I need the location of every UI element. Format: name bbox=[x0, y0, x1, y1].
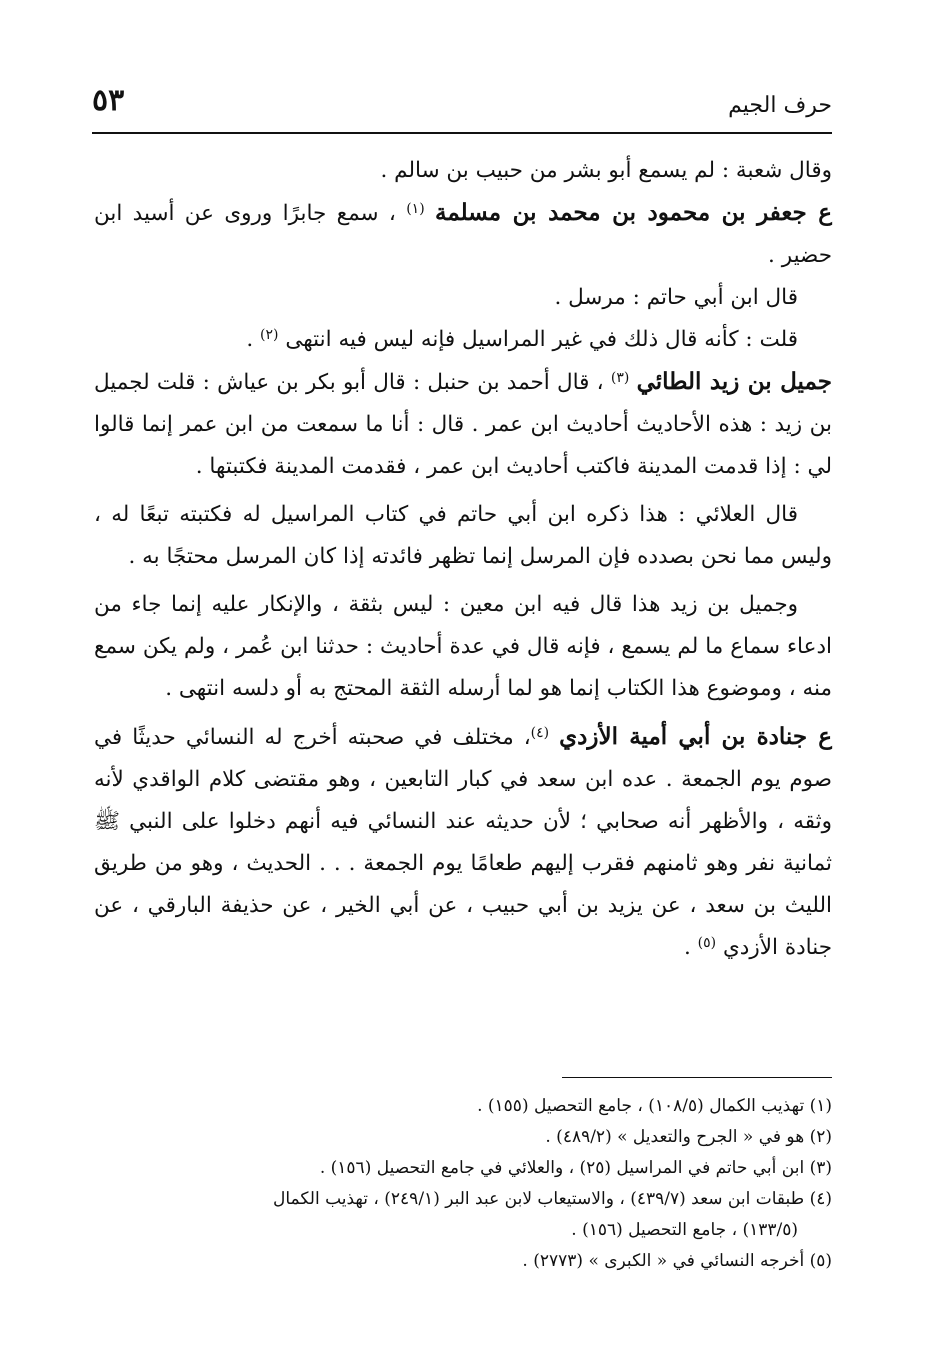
footnote-ref: (٤) bbox=[530, 725, 550, 741]
entry-heading: ع جنادة بن أبي أمية الأزدي bbox=[559, 723, 832, 750]
footnote-ref: (٢) bbox=[260, 327, 279, 343]
text-run: ، مختلف في صحبته أخرج له النسائي حديثًا في صوم يوم الجمعة . عده ابن سعد في كبار التابعين ، وهو مقتضى كلام الواقدي لأنه وثقه ، والأظهر أنه صحابي ؛ لأن حديثه عند النسائي فيه أنهم دخلوا على النبي ﷺ ثمانية نفر وهو ثامنهم فقرب إليهم طعامًا يوم الجمعة . . . الحديث ، وهو من طريق الليث بن سعد ، عن يزيد بن أبي حبيب ، عن أبي الخير ، عن حذيفة البارقي ، عن جنادة الأزدي bbox=[94, 725, 832, 960]
footnote: (٢) هو في « الجرح والتعديل » (٤٨٩/٢) . bbox=[545, 1127, 832, 1147]
paragraph bbox=[94, 361, 832, 488]
footnote-ref: (٣) bbox=[610, 370, 630, 386]
footnote: (١٣٣/٥) ، جامع التحصيل (١٥٦) . bbox=[571, 1220, 798, 1240]
footnote-ref: (١) bbox=[406, 201, 425, 217]
paragraph bbox=[94, 584, 832, 710]
text-run: قال ابن أبي حاتم : مرسل . bbox=[554, 285, 798, 310]
text-run: . bbox=[246, 327, 261, 352]
paragraph bbox=[94, 716, 832, 969]
text-run: ، قال أحمد بن حنبل : قال أبو بكر بن عياش : قلت لجميل بن زيد : هذه الأحاديث أحاديث ابن عمر . قال : أنا ما سمعت من ابن عمر إنما قالوا لي : إذا قدمت المدينة فاكتب أحاديث ابن عمر ، فقدمت المدينة فكتبتها . bbox=[94, 370, 832, 479]
paragraph bbox=[94, 192, 832, 277]
text-run: . bbox=[684, 935, 698, 960]
text-run bbox=[549, 725, 559, 750]
page-number: ٥٣ bbox=[92, 83, 125, 118]
chapter-title: حرف الجيم bbox=[728, 93, 832, 118]
text-run: ، سمع جابرًا وروى عن أسيد ابن حضير . bbox=[94, 201, 832, 268]
paragraph bbox=[94, 494, 832, 578]
footnotes bbox=[94, 1091, 832, 1277]
text-run bbox=[629, 370, 636, 395]
entry-heading: جميل بن زيد الطائي bbox=[636, 368, 832, 395]
paragraph bbox=[94, 150, 832, 192]
text-run: وجميل بن زيد هذا قال فيه ابن معين : ليس بثقة ، والإنكار عليه إنما جاء من ادعاء سماع ما لم يسمع ، فإنه قال في عدة أحاديث : حدثنا ابن عُمر ، ولم يكن سمع منه ، وموضوع هذا الكتاب إنما هو لما أرسله الثقة المحتج به أو دلسه انتهى . bbox=[94, 592, 832, 701]
text-run: وقال شعبة : لم يسمع أبو بشر من حبيب بن سالم . bbox=[380, 158, 832, 183]
text-run bbox=[425, 201, 435, 226]
footnote: (١) تهذيب الكمال (١٠٨/٥) ، جامع التحصيل (١٥٥) . bbox=[477, 1096, 832, 1116]
paragraph bbox=[94, 277, 832, 319]
paragraph bbox=[94, 319, 832, 361]
entry-heading: ع جعفر بن محمود بن محمد بن مسلمة bbox=[435, 199, 832, 226]
main-text bbox=[94, 150, 832, 969]
running-header bbox=[92, 82, 832, 134]
footnote: (٤) طبقات ابن سعد (٤٣٩/٧) ، والاستيعاب لابن عبد البر (٢٤٩/١) ، تهذيب الكمال bbox=[273, 1189, 832, 1209]
text-run: قال العلائي : هذا ذكره ابن أبي حاتم في كتاب المراسيل له فكتبته تبعًا له ، وليس مما نحن بصدده فإن المرسل إنما تظهر فائدته إذا كان المرسل محتجًا به . bbox=[94, 502, 832, 569]
footnote: (٥) أخرجه النسائي في « الكبرى » (٢٧٧٣) . bbox=[522, 1251, 832, 1271]
footnote-separator bbox=[562, 1077, 832, 1078]
footnote-ref: (٥) bbox=[697, 935, 717, 951]
text-run: قلت : كأنه قال ذلك في غير المراسيل فإنه ليس فيه انتهى bbox=[278, 327, 798, 352]
footnote: (٣) ابن أبي حاتم في المراسيل (٢٥) ، والعلائي في جامع التحصيل (١٥٦) . bbox=[319, 1158, 832, 1178]
